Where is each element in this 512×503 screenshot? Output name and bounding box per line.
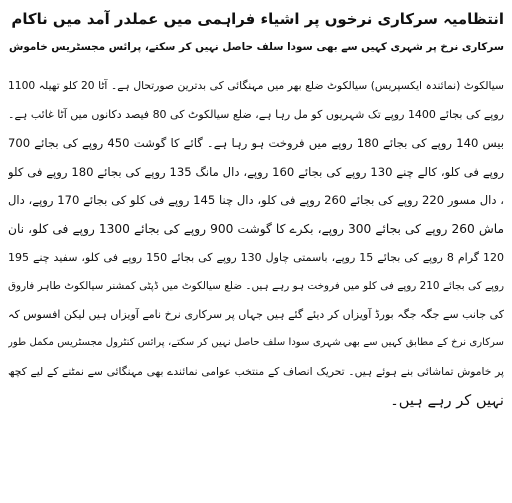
body-line: کی جانب سے جگہ جگہ بورڈ آویزاں کر دیئے گئے ہیں جہاں پر سرکاری نرخ نامے آویزاں ہیں لیکن افسوس کہ <box>8 307 504 321</box>
article-body <box>8 72 504 415</box>
subheadline: سرکاری نرخ پر شہری کہیں سے بھی سودا سلف حاصل نہیں کر سکتے، پرائس مجسٹریس خاموش <box>9 41 504 53</box>
body-line: سیالکوٹ (نمائندہ ایکسپریس) سیالکوٹ ضلع بھر میں مہنگائی کی بدترین صورتحال ہے۔ آٹا 20 کلو تھیلہ 1100 <box>8 79 504 92</box>
body-line: بیس 140 روپے کی بجائے 180 روپے میں فروخت ہو رہا ہے۔ گائے کا گوشت 450 روپے کی بجائے 700 <box>8 136 504 151</box>
body-line: نہیں کر رہے ہیں۔ <box>390 391 504 409</box>
body-line: پر خاموش تماشائی بنے ہوئے ہیں۔ تحریک انصاف کے منتخب عوامی نمائندے بھی مہنگائی سے نمٹنے کے لیے کچھ <box>8 364 504 378</box>
body-line: ماش 260 روپے کی بجائے 300 روپے، بکرے کا گوشت 900 روپے کی بجائے 1300 روپے فی کلو، نان <box>8 221 504 236</box>
body-line: روپے کی بجائے 1400 روپے تک شہریوں کو مل رہا ہے، ضلع سیالکوٹ کی 80 فیصد دکانوں میں آٹا غائب ہے۔ <box>8 107 504 121</box>
body-line: روپے کی بجائے 210 روپے فی کلو میں فروخت ہو رہے ہیں۔ ضلع سیالکوٹ میں ڈپٹی کمشنر سیالکوٹ طاہر فاروق <box>8 280 504 293</box>
headline: انتظامیہ سرکاری نرخوں پر اشیاء فراہمی میں عملدر آمد میں ناکام <box>11 10 504 28</box>
body-line: 120 گرام 8 روپے کی بجائے 15 روپے، باسمتی چاول 130 روپے کی بجائے 150 روپے فی کلو، سفید چنے 195 <box>8 250 504 264</box>
body-line: ، دال مسور 220 روپے کی بجائے 260 روپے فی کلو، دال چنا 145 روپے فی کلو کی بجائے 170 روپے، دال <box>8 193 504 208</box>
body-line: روپے فی کلو، کالے چنے 130 روپے کی بجائے 160 روپے، دال مانگ 135 روپے کی بجائے 180 روپے فی کلو <box>8 164 504 179</box>
body-line: سرکاری نرخ کے مطابق کہیں سے بھی شہری سودا سلف حاصل نہیں کر سکتے، پرائس کنٹرول مجسٹریس مکمل طور <box>8 337 504 349</box>
